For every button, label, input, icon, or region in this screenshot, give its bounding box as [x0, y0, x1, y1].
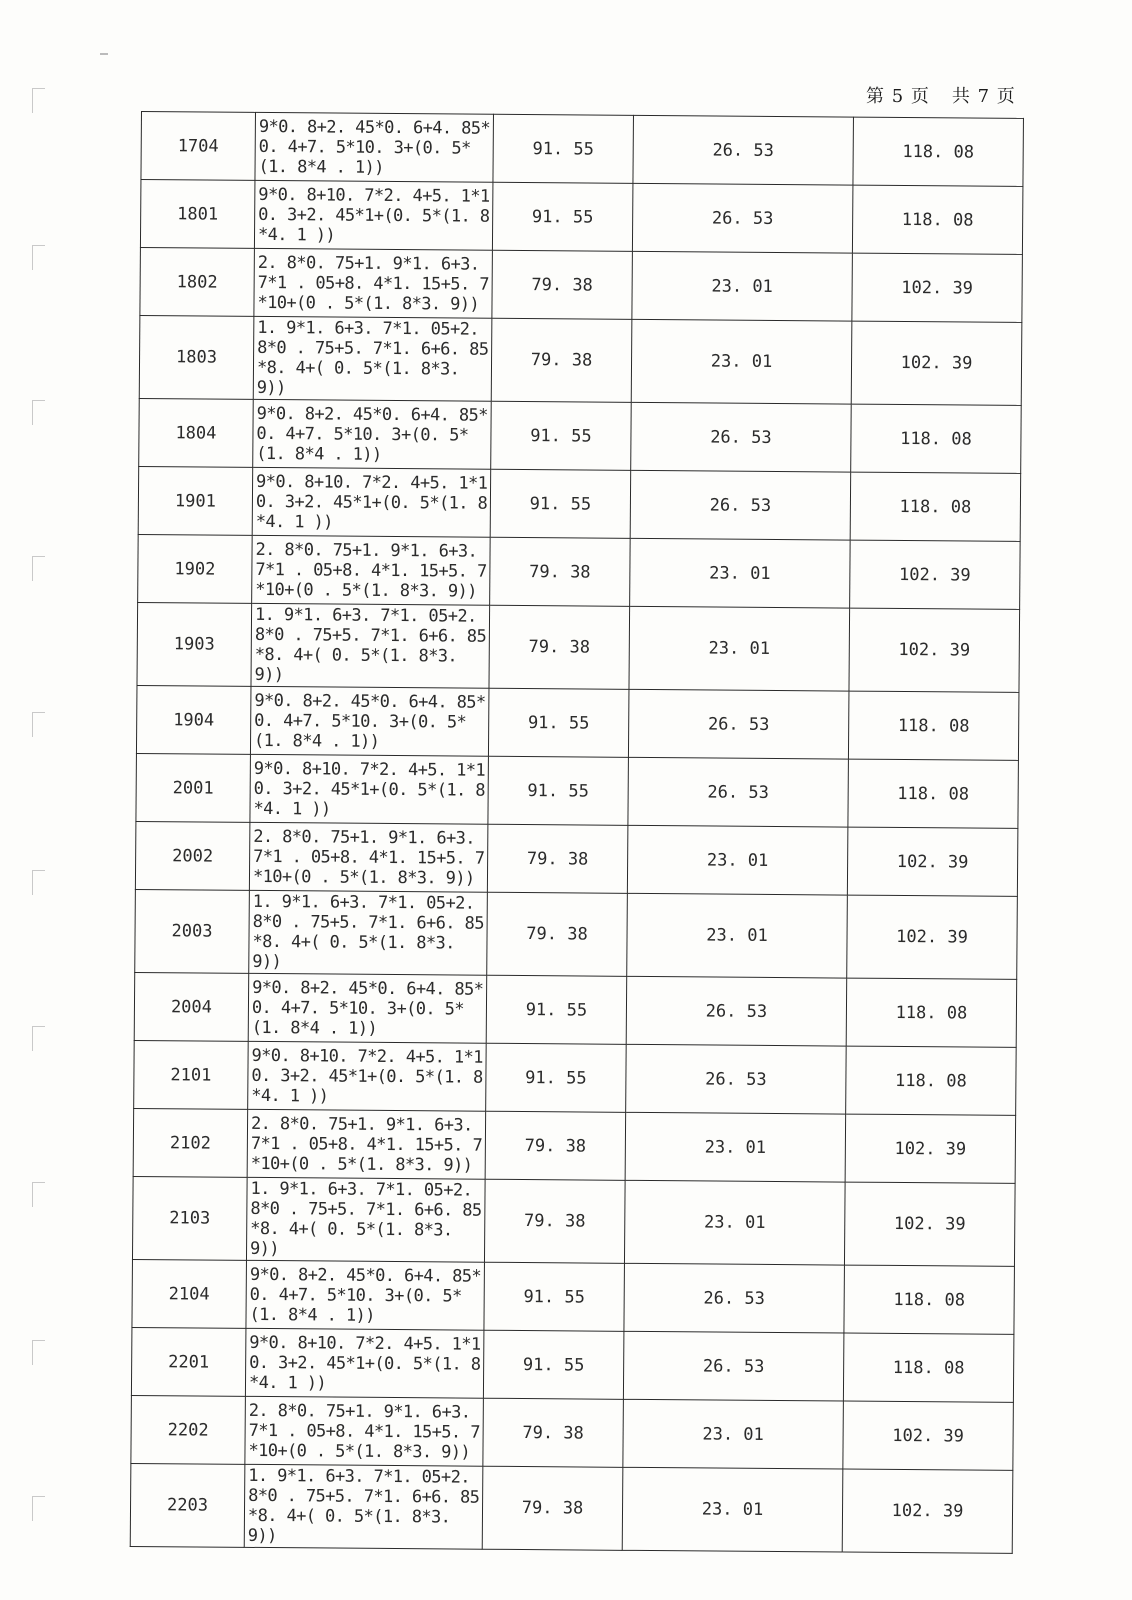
room-number-cell: 2202 [131, 1395, 246, 1464]
punch-mark [32, 870, 45, 895]
area-a-cell: 79. 38 [482, 1466, 623, 1550]
punch-mark [32, 712, 45, 737]
table-row [140, 247, 1023, 322]
area-b-cell: 26. 53 [633, 115, 854, 185]
total-area-cell: 102. 39 [844, 1182, 1015, 1266]
table-row [135, 889, 1018, 979]
area-table [130, 111, 1024, 1554]
area-a-cell: 79. 38 [483, 1398, 624, 1467]
total-area-cell: 118. 08 [853, 117, 1024, 186]
total-area-cell: 118. 08 [844, 1265, 1015, 1334]
formula-cell: 9*0. 8+2. 45*0. 6+4. 85*0. 4+7. 5*10. 3+(0. 5*(1. 8*4 . 1)) [255, 112, 494, 182]
formula-cell: 2. 8*0. 75+1. 9*1. 6+3. 7*1 . 05+8. 4*1. 15+5. 7*10+(0 . 5*(1. 8*3. 9)) [252, 535, 491, 605]
room-number-cell: 1704 [141, 112, 256, 181]
formula-cell: 2. 8*0. 75+1. 9*1. 6+3. 7*1 . 05+8. 4*1. 15+5. 7*10+(0 . 5*(1. 8*3. 9)) [249, 822, 488, 892]
area-a-cell: 79. 38 [484, 1179, 625, 1263]
area-a-cell: 91. 55 [483, 1330, 624, 1399]
formula-cell: 1. 9*1. 6+3. 7*1. 05+2. 8*0 . 75+5. 7*1. 6+6. 85*8. 4+( 0. 5*(1. 8*3. 9)) [244, 1464, 483, 1549]
area-a-cell: 91. 55 [493, 114, 634, 183]
formula-cell: 9*0. 8+10. 7*2. 4+5. 1*10. 3+2. 45*1+(0. 5*(1. 8*4. 1 )) [250, 754, 489, 824]
table-row [130, 1463, 1013, 1553]
total-area-cell: 118. 08 [852, 185, 1023, 254]
table-row [131, 1327, 1014, 1402]
area-a-cell: 79. 38 [489, 605, 630, 689]
area-a-cell: 79. 38 [487, 892, 628, 976]
area-table-body [130, 112, 1023, 1554]
area-b-cell: 26. 53 [626, 976, 847, 1046]
room-number-cell: 1901 [138, 466, 253, 535]
room-number-cell: 2101 [134, 1040, 249, 1109]
area-b-cell: 23. 01 [627, 893, 848, 978]
area-a-cell: 91. 55 [492, 182, 633, 251]
area-b-cell: 23. 01 [624, 1180, 845, 1265]
area-a-cell: 79. 38 [485, 1111, 626, 1180]
punch-mark [32, 1496, 45, 1521]
room-number-cell: 1804 [139, 398, 254, 467]
room-number-cell: 2004 [134, 972, 249, 1041]
punch-mark [32, 400, 45, 425]
room-number-cell: 1902 [138, 534, 253, 603]
area-a-cell: 91. 55 [486, 975, 627, 1044]
table-row [131, 1395, 1014, 1470]
table-row [136, 685, 1019, 760]
total-area-cell: 118. 08 [851, 404, 1022, 473]
area-a-cell: 91. 55 [484, 1262, 625, 1331]
room-number-cell: 2103 [132, 1176, 247, 1260]
formula-cell: 2. 8*0. 75+1. 9*1. 6+3. 7*1 . 05+8. 4*1. 15+5. 7*10+(0 . 5*(1. 8*3. 9)) [254, 248, 493, 318]
area-b-cell: 23. 01 [622, 1467, 843, 1552]
room-number-cell: 1903 [137, 602, 252, 686]
formula-cell: 2. 8*0. 75+1. 9*1. 6+3. 7*1 . 05+8. 4*1. 15+5. 7*10+(0 . 5*(1. 8*3. 9)) [247, 1109, 486, 1179]
formula-cell: 9*0. 8+2. 45*0. 6+4. 85*0. 4+7. 5*10. 3+(0. 5*(1. 8*4 . 1)) [248, 973, 487, 1043]
total-area-cell: 102. 39 [849, 608, 1020, 692]
table-row [141, 112, 1024, 187]
area-b-cell: 26. 53 [626, 1044, 847, 1114]
area-b-cell: 23. 01 [627, 825, 848, 895]
total-area-cell: 118. 08 [848, 691, 1019, 760]
total-area-cell: 102. 39 [842, 1469, 1013, 1553]
total-area-cell: 102. 39 [843, 1401, 1014, 1470]
table-row [140, 180, 1023, 255]
total-area-cell: 118. 08 [843, 1333, 1014, 1402]
area-a-cell: 91. 55 [491, 401, 632, 470]
total-area-cell: 118. 08 [850, 472, 1021, 541]
room-number-cell: 2201 [131, 1327, 246, 1396]
formula-cell: 2. 8*0. 75+1. 9*1. 6+3. 7*1 . 05+8. 4*1. 15+5. 7*10+(0 . 5*(1. 8*3. 9)) [245, 1396, 484, 1466]
formula-cell: 9*0. 8+2. 45*0. 6+4. 85*0. 4+7. 5*10. 3+(0. 5*(1. 8*4 . 1)) [250, 686, 489, 756]
area-b-cell: 26. 53 [628, 757, 849, 827]
total-area-cell: 102. 39 [847, 895, 1018, 979]
table-row [138, 466, 1021, 541]
formula-cell: 1. 9*1. 6+3. 7*1. 05+2. 8*0 . 75+5. 7*1. 6+6. 85*8. 4+( 0. 5*(1. 8*3. 9)) [246, 1177, 485, 1262]
area-b-cell: 23. 01 [631, 319, 852, 404]
table-row [134, 972, 1017, 1047]
table-row [134, 1040, 1017, 1115]
punch-mark [32, 1026, 45, 1051]
area-a-cell: 91. 55 [490, 469, 631, 538]
room-number-cell: 2102 [133, 1108, 248, 1177]
room-number-cell: 1803 [139, 315, 254, 399]
page-total: 共 7 页 [951, 86, 1016, 107]
area-b-cell: 26. 53 [632, 183, 853, 253]
formula-cell: 1. 9*1. 6+3. 7*1. 05+2. 8*0 . 75+5. 7*1. 6+6. 85*8. 4+( 0. 5*(1. 8*3. 9)) [251, 603, 490, 688]
table-row [139, 398, 1022, 473]
punch-mark [32, 1340, 45, 1365]
table-row [133, 1108, 1016, 1183]
area-b-cell: 23. 01 [630, 538, 851, 608]
room-number-cell: 2003 [135, 889, 250, 973]
area-b-cell: 26. 53 [631, 402, 852, 472]
total-area-cell: 118. 08 [848, 759, 1019, 828]
area-a-cell: 79. 38 [491, 318, 632, 402]
room-number-cell: 1802 [140, 247, 255, 316]
punch-mark [32, 1182, 45, 1207]
room-number-cell: 2001 [136, 753, 251, 822]
area-a-cell: 91. 55 [488, 756, 629, 825]
area-b-cell: 26. 53 [628, 689, 849, 759]
formula-cell: 9*0. 8+10. 7*2. 4+5. 1*10. 3+2. 45*1+(0. 5*(1. 8*4. 1 )) [254, 180, 493, 250]
total-area-cell: 102. 39 [850, 540, 1021, 609]
formula-cell: 1. 9*1. 6+3. 7*1. 05+2. 8*0 . 75+5. 7*1. 6+6. 85*8. 4+( 0. 5*(1. 8*3. 9)) [253, 316, 492, 401]
area-a-cell: 79. 38 [487, 824, 628, 893]
table-row [135, 821, 1018, 896]
room-number-cell: 2104 [132, 1259, 247, 1328]
formula-cell: 9*0. 8+10. 7*2. 4+5. 1*10. 3+2. 45*1+(0. 5*(1. 8*4. 1 )) [252, 467, 491, 537]
total-area-cell: 118. 08 [846, 1046, 1017, 1115]
area-b-cell: 26. 53 [630, 470, 851, 540]
total-area-cell: 102. 39 [845, 1114, 1016, 1183]
punch-mark [32, 245, 45, 270]
punch-mark [32, 88, 45, 113]
area-b-cell: 23. 01 [623, 1399, 844, 1469]
table-row [137, 602, 1020, 692]
page-number [866, 82, 1016, 108]
table-row [139, 315, 1022, 405]
table-row [138, 534, 1021, 609]
area-b-cell: 23. 01 [632, 251, 853, 321]
table-row [136, 753, 1019, 828]
scan-speck [100, 53, 108, 55]
room-number-cell: 2002 [135, 821, 250, 890]
formula-cell: 9*0. 8+2. 45*0. 6+4. 85*0. 4+7. 5*10. 3+(0. 5*(1. 8*4 . 1)) [246, 1260, 485, 1330]
area-b-cell: 23. 01 [625, 1112, 846, 1182]
area-b-cell: 23. 01 [629, 606, 850, 691]
total-area-cell: 118. 08 [846, 978, 1017, 1047]
formula-cell: 9*0. 8+10. 7*2. 4+5. 1*10. 3+2. 45*1+(0. 5*(1. 8*4. 1 )) [245, 1328, 484, 1398]
area-b-cell: 26. 53 [624, 1263, 845, 1333]
area-a-cell: 79. 38 [490, 537, 631, 606]
formula-cell: 9*0. 8+10. 7*2. 4+5. 1*10. 3+2. 45*1+(0. 5*(1. 8*4. 1 )) [248, 1041, 487, 1111]
punch-mark [32, 556, 45, 581]
room-number-cell: 2203 [130, 1463, 245, 1547]
area-a-cell: 91. 55 [486, 1043, 627, 1112]
table-row [132, 1259, 1015, 1334]
room-number-cell: 1904 [136, 685, 251, 754]
formula-cell: 9*0. 8+2. 45*0. 6+4. 85*0. 4+7. 5*10. 3+(0. 5*(1. 8*4 . 1)) [253, 399, 492, 469]
formula-cell: 1. 9*1. 6+3. 7*1. 05+2. 8*0 . 75+5. 7*1. 6+6. 85*8. 4+( 0. 5*(1. 8*3. 9)) [249, 890, 488, 975]
area-b-cell: 26. 53 [623, 1331, 844, 1401]
table-row [132, 1176, 1015, 1266]
page-current: 第 5 页 [866, 86, 930, 107]
area-a-cell: 79. 38 [492, 250, 633, 319]
total-area-cell: 102. 39 [851, 321, 1022, 405]
total-area-cell: 102. 39 [852, 253, 1023, 322]
total-area-cell: 102. 39 [847, 827, 1018, 896]
room-number-cell: 1801 [140, 180, 255, 249]
area-a-cell: 91. 55 [488, 688, 629, 757]
